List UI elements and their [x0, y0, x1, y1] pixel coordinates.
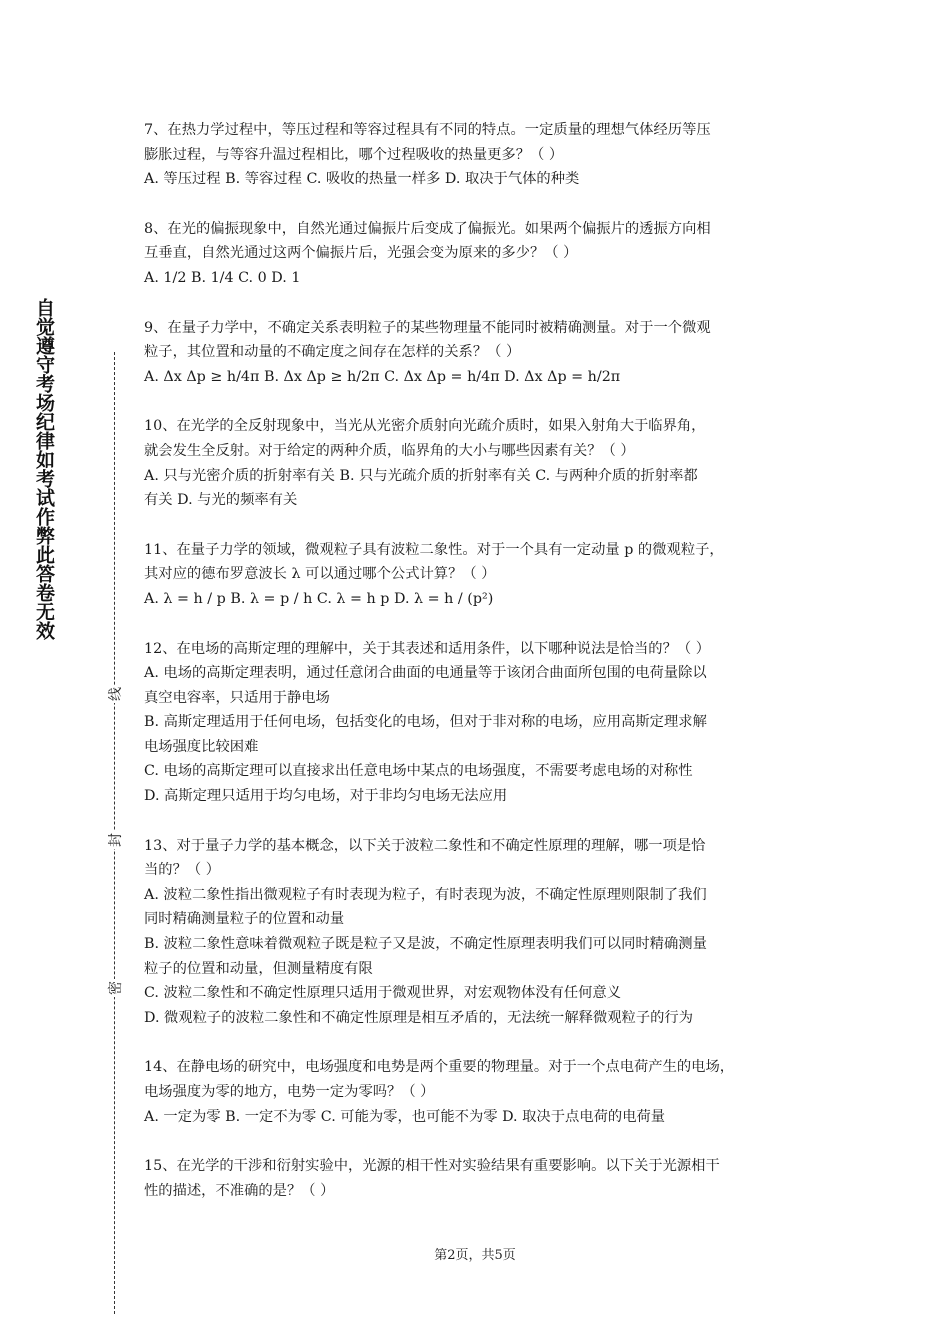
question-11 [144, 538, 814, 612]
question-line: 膨胀过程，与等容升温过程相比，哪个过程吸收的热量更多？（ ） [144, 146, 564, 163]
question-10 [144, 414, 814, 512]
binding-mark-seal: 封 [105, 831, 125, 849]
question-line: 14、在静电场的研究中，电场强度和电势是两个重要的物理量。对于一个点电荷产生的电场， [144, 1059, 735, 1076]
question-line: 就会发生全反射。对于给定的两种介质，临界角的大小与哪些因素有关？（ ） [144, 442, 635, 459]
question-line: A. 1/2 B. 1/4 C. 0 D. 1 [144, 269, 301, 286]
exam-discipline-warning: 自觉遵守考场纪律如考试作弊此答卷无效 [33, 298, 55, 640]
question-line: 15、在光学的干涉和衍射实验中，光源的相干性对实验结果有重要影响。以下关于光源相干 [144, 1158, 720, 1175]
question-line: 10、在光学的全反射现象中，当光从光密介质射向光疏介质时，如果入射角大于临界角， [144, 418, 706, 435]
question-7 [144, 118, 814, 192]
question-line: 有关 D. 与光的频率有关 [144, 492, 298, 509]
question-line: 同时精确测量粒子的位置和动量 [144, 911, 345, 928]
question-9 [144, 316, 814, 390]
question-line: 粒子的位置和动量，但测量精度有限 [144, 960, 373, 977]
binding-mark-line: 线 [105, 685, 125, 703]
question-line: 粒子，其位置和动量的不确定度之间存在怎样的关系？（ ） [144, 344, 521, 361]
binding-mark-secret: 密 [105, 979, 125, 997]
question-line: A. λ = h / p B. λ = p / h C. λ = h p D. λ = h / (p²) [144, 590, 494, 607]
question-line: B. 高斯定理适用于任何电场，包括变化的电场，但对于非对称的电场，应用高斯定理求解 [144, 714, 707, 731]
question-line: 当的？（ ） [144, 862, 221, 879]
question-line: C. 波粒二象性和不确定性原理只适用于微观世界，对宏观物体没有任何意义 [144, 985, 622, 1002]
question-line: 9、在量子力学中，不确定关系表明粒子的某些物理量不能同时被精确测量。对于一个微观 [144, 319, 711, 336]
question-line: A. 等压过程 B. 等容过程 C. 吸收的热量一样多 D. 取决于气体的种类 [144, 171, 580, 188]
question-line: 性的描述，不准确的是？（ ） [144, 1182, 335, 1199]
question-line: 电场强度为零的地方，电势一定为零吗？（ ） [144, 1084, 435, 1100]
question-line: 7、在热力学过程中，等压过程和等容过程具有不同的特点。一定质量的理想气体经历等压 [144, 122, 711, 138]
question-line: D. 高斯定理只适用于均匀电场，对于非均匀电场无法应用 [144, 788, 508, 805]
question-line: A. 电场的高斯定理表明，通过任意闭合曲面的电通量等于该闭合曲面所包围的电荷量除以 [144, 665, 707, 682]
question-line: 互垂直，自然光通过这两个偏振片后，光强会变为原来的多少？（ ） [144, 245, 578, 262]
question-line: D. 微观粒子的波粒二象性和不确定性原理是相互矛盾的，无法统一解释微观粒子的行为 [144, 1009, 694, 1026]
question-line: 真空电容率，只适用于静电场 [144, 689, 330, 706]
question-14 [144, 1055, 814, 1129]
question-line: C. 电场的高斯定理可以直接求出任意电场中某点的电场强度，不需要考虑电场的对称性 [144, 763, 693, 780]
question-line: 8、在光的偏振现象中，自然光通过偏振片后变成了偏振光。如果两个偏振片的透振方向相 [144, 220, 711, 237]
question-line: 12、在电场的高斯定理的理解中，关于其表述和适用条件，以下哪种说法是恰当的？（ ） [144, 640, 711, 657]
question-line: 其对应的德布罗意波长 λ 可以通过哪个公式计算？（ ） [144, 566, 496, 583]
question-line: A. 只与光密介质的折射率有关 B. 只与光疏介质的折射率有关 C. 与两种介质的折射率都 [144, 467, 698, 484]
question-list [144, 118, 814, 1228]
question-12 [144, 637, 814, 809]
question-line: A. 波粒二象性指出微观粒子有时表现为粒子，有时表现为波，不确定性原理则限制了我们 [144, 886, 707, 903]
question-13 [144, 834, 814, 1031]
question-line: A. Δx Δp ≥ h/4π B. Δx Δp ≥ h/2π C. Δx Δp = h/4π D. Δx Δp = h/2π [144, 368, 621, 385]
question-line: 13、对于量子力学的基本概念，以下关于波粒二象性和不确定性原理的理解，哪一项是恰 [144, 837, 706, 854]
question-line: A. 一定为零 B. 一定不为零 C. 可能为零，也可能不为零 D. 取决于点电荷的电荷量 [144, 1108, 666, 1125]
question-line: 电场强度比较困难 [144, 738, 259, 755]
question-line: 11、在量子力学的领域，微观粒子具有波粒二象性。对于一个具有一定动量 p 的微观粒子， [144, 541, 724, 558]
page-number: 第2页，共5页 [434, 1248, 516, 1263]
question-15 [144, 1154, 814, 1203]
question-8 [144, 217, 814, 291]
question-line: B. 波粒二象性意味着微观粒子既是粒子又是波，不确定性原理表明我们可以同时精确测量 [144, 936, 707, 953]
